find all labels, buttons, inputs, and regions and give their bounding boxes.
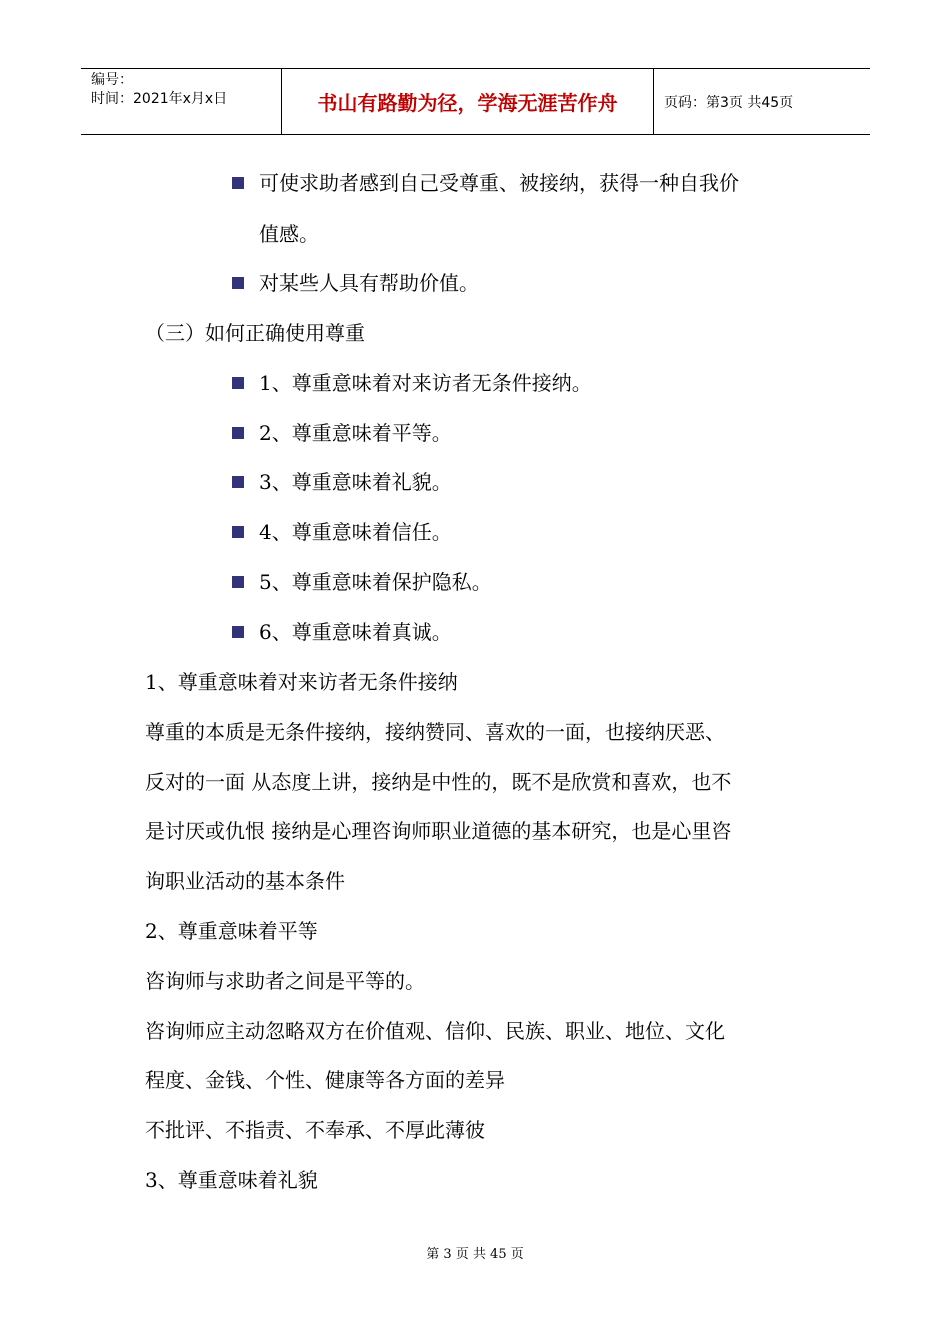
bullet-square-icon — [232, 277, 244, 289]
bullet-square-icon — [232, 377, 244, 389]
page-header — [81, 68, 870, 135]
subheading: 3、尊重意味着礼貌 — [145, 1168, 318, 1192]
bullet-item-continuation: 值感。 — [259, 222, 319, 246]
date-label: 时间：2021年x月x日 — [91, 91, 228, 107]
bullet-item: 5、尊重意味着保护隐私。 — [259, 570, 492, 594]
paragraph-line: 咨询师应主动忽略双方在价值观、信仰、民族、职业、地位、文化 — [145, 1019, 725, 1043]
paragraph-line: 咨询师与求助者之间是平等的。 — [145, 969, 425, 993]
bullet-item: 1、尊重意味着对来访者无条件接纳。 — [259, 371, 592, 395]
bullet-square-icon — [232, 177, 244, 189]
number-label: 编号： — [91, 72, 133, 88]
bullet-item: 4、尊重意味着信任。 — [259, 520, 452, 544]
paragraph-line: 询职业活动的基本条件 — [145, 869, 345, 893]
bullet-item: 2、尊重意味着平等。 — [259, 421, 452, 445]
bullet-square-icon — [232, 576, 244, 588]
bullet-square-icon — [232, 526, 244, 538]
bullet-square-icon — [232, 476, 244, 488]
page-footer: 第 3 页 共 45 页 — [426, 1247, 524, 1262]
header-motto: 书山有路勤为径，学海无涯苦作舟 — [282, 69, 654, 134]
bullet-square-icon — [232, 626, 244, 638]
paragraph-line: 程度、金钱、个性、健康等各方面的差异 — [145, 1068, 505, 1092]
bullet-item: 6、尊重意味着真诚。 — [259, 620, 452, 644]
paragraph-line: 是讨厌或仇恨 接纳是心理咨询师职业道德的基本研究，也是心里咨 — [145, 819, 732, 843]
subheading: 2、尊重意味着平等 — [145, 919, 318, 943]
header-page-info: 页码：第3页 共45页 — [664, 94, 794, 111]
paragraph-line: 不批评、不指责、不奉承、不厚此薄彼 — [145, 1118, 485, 1142]
header-meta — [81, 69, 282, 134]
bullet-item: 对某些人具有帮助价值。 — [259, 271, 479, 295]
bullet-square-icon — [232, 427, 244, 439]
paragraph-line: 反对的一面 从态度上讲，接纳是中性的，既不是欣赏和喜欢，也不 — [145, 770, 732, 794]
bullet-item: 3、尊重意味着礼貌。 — [259, 470, 452, 494]
bullet-item: 可使求助者感到自己受尊重、被接纳，获得一种自我价 — [259, 171, 739, 195]
subheading: 1、尊重意味着对来访者无条件接纳 — [145, 670, 458, 694]
paragraph-line: 尊重的本质是无条件接纳，接纳赞同、喜欢的一面，也接纳厌恶、 — [145, 720, 725, 744]
section-heading: （三）如何正确使用尊重 — [145, 321, 365, 345]
